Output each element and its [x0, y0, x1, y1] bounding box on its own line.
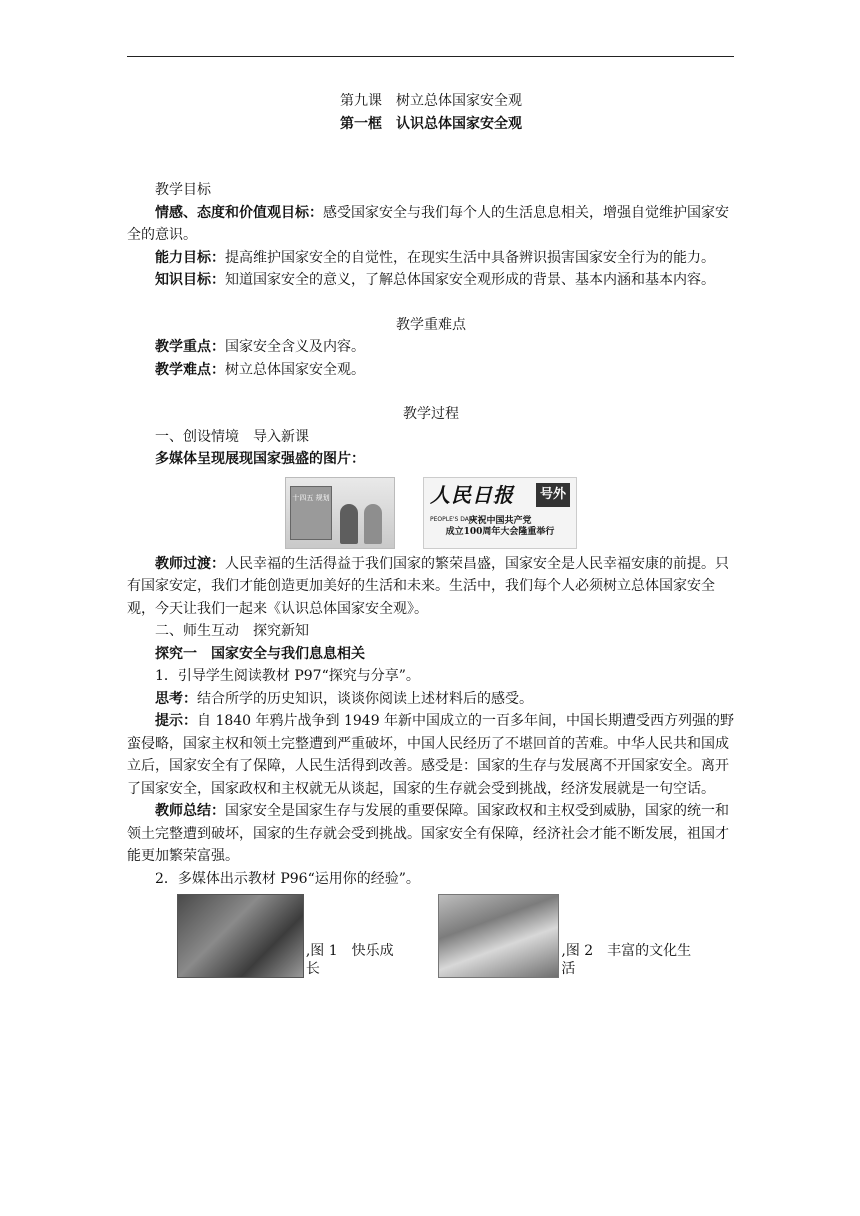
key-points-heading: 教学重难点: [396, 316, 466, 333]
step2: 2．多媒体出示教材 P96“运用你的经验”。: [155, 870, 420, 887]
objective-label: 情感、态度和价值观目标：: [155, 204, 323, 221]
figure1-caption: ,图 1 快乐成长: [305, 943, 394, 977]
objectives-heading: 教学目标: [155, 182, 211, 198]
objective-knowledge: [127, 269, 735, 292]
cartoon-person: [364, 504, 382, 544]
difficulty-label: 教学难点：: [155, 361, 225, 378]
newspaper-headline: [424, 516, 576, 538]
teacher-summary: [127, 800, 735, 868]
think-label: 思考：: [155, 690, 197, 707]
plan-book: 十四五 规划: [290, 486, 332, 540]
objective-ability: [127, 247, 735, 270]
figure-row: [177, 894, 735, 978]
focus-text: 国家安全含义及内容。: [225, 339, 365, 355]
step1: 1．引导学生阅读教材 P97“探究与分享”。: [155, 668, 420, 684]
transition-text: 人民幸福的生活得益于我们国家的繁荣昌盛，国家安全是人民幸福安康的前提。只有国家安定，我们才能创造更加美好的生活和未来。生活中，我们每个人必须树立总体国家安全观，今天让我们一起来《认识总体国家安全观》。: [127, 555, 729, 617]
section-title: 第一框 认识总体国家安全观: [340, 115, 522, 132]
key-difficulty: [127, 359, 735, 382]
hint-label: 提示：: [155, 713, 197, 729]
objective-label: 知识目标：: [155, 272, 225, 288]
photo-tug-of-war: [177, 894, 304, 978]
lesson-title: 第九课 树立总体国家安全观: [340, 93, 522, 109]
newspaper-image: [423, 477, 577, 549]
objective-text: 提高维护国家安全的自觉性，在现实生活中具备辨识损害国家安全行为的能力。: [225, 249, 715, 266]
objective-text: 感受国家安全与我们每个人的生活息息相关，增强自觉维护国家安全的意识。: [127, 204, 729, 243]
document-body: [127, 90, 735, 978]
summary-text: 国家安全是国家生存与发展的重要保障。国家政权和主权受到威胁，国家的统一和领土完整遭到破坏，国家的生存就会受到挑战。国家安全有保障，经济社会才能不断发展，祖国才能更加繁荣富强。: [127, 803, 729, 864]
explore1-title: 探究一 国家安全与我们息息相关: [155, 645, 365, 662]
header-rule: [127, 56, 734, 57]
cartoon-person: [340, 504, 358, 544]
newspaper-subline: PEOPLE'S DAILY: [430, 515, 477, 523]
process-heading: 教学过程: [403, 406, 459, 422]
newspaper-masthead: 人民日报: [430, 482, 514, 507]
hint: [127, 710, 735, 800]
hint-text: 自 1840 年鸦片战争到 1949 年新中国成立的一百多年间，中国长期遭受西方列强的野蛮侵略，国家主权和领土完整遭到严重破坏，中国人民经历了不堪回首的苦难。中华人民共和国成立后，国家安全有了保障，人民生活得到改善。感受是：国家的生存与发展离不开国家安全。离开了国家安全，国家政权和主权就无从谈起，国家的生存就会受到挑战，经济发展就是一句空话。: [127, 713, 735, 797]
difficulty-text: 树立总体国家安全观。: [225, 361, 365, 378]
objective-emotion: [127, 202, 735, 247]
focus-label: 教学重点：: [155, 339, 225, 355]
summary-label: 教师总结：: [155, 803, 225, 819]
think: [127, 688, 735, 711]
headline-line: 成立100周年大会隆重举行: [445, 526, 555, 537]
photo-dancers: [438, 894, 560, 978]
newspaper-badge: 号外: [536, 483, 570, 508]
cartoon-image: [285, 477, 395, 549]
transition-label: 教师过渡：: [155, 555, 225, 572]
key-focus: [127, 336, 735, 359]
figure2-caption: ,图 2 丰富的文化生活: [561, 943, 692, 977]
think-text: 结合所学的历史知识，谈谈你阅读上述材料后的感受。: [197, 690, 533, 707]
multimedia-intro: 多媒体呈现展现国家强盛的图片：: [155, 451, 365, 467]
part1-title: 一、创设情境 导入新课: [155, 428, 309, 445]
headline-line: 庆祝中国共产党: [468, 515, 532, 526]
teacher-transition: [127, 553, 735, 621]
intro-images: [127, 477, 735, 549]
objective-text: 知道国家安全的意义，了解总体国家安全观形成的背景、基本内涵和基本内容。: [225, 272, 715, 288]
part2-title: 二、师生互动 探究新知: [155, 623, 309, 639]
objective-label: 能力目标：: [155, 249, 225, 266]
